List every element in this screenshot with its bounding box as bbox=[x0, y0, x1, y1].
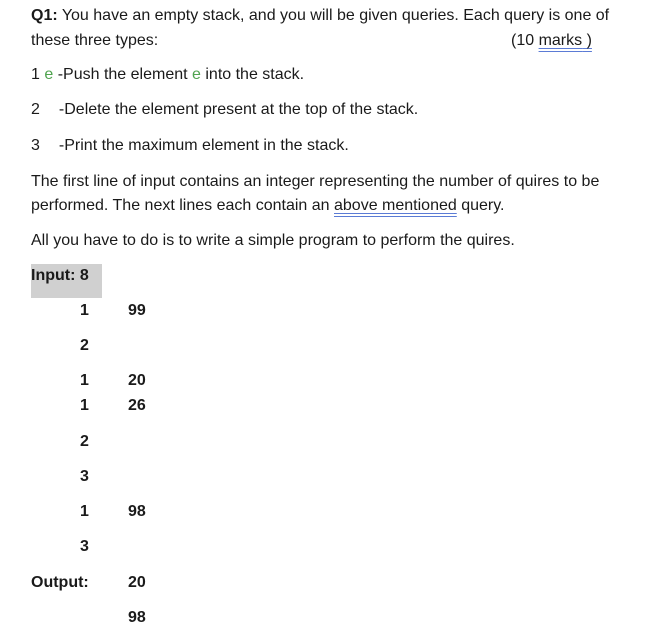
question-line-2: these three types: bbox=[31, 32, 159, 49]
query-value: 99 bbox=[128, 302, 146, 319]
question-line-1 bbox=[31, 6, 609, 26]
paragraph-1-part-b: above mentioned bbox=[334, 197, 457, 214]
type-2-number: 2 bbox=[31, 101, 40, 118]
type-2-text: -Delete the element present at the top of the stack. bbox=[58, 101, 419, 118]
type-1-number: 1 bbox=[31, 66, 40, 83]
question-text-1: You have an empty stack, and you will be given queries. Each query is one of bbox=[61, 7, 610, 24]
paragraph-1-line-2 bbox=[31, 196, 505, 216]
type-1-line bbox=[31, 65, 304, 85]
marks-word: marks bbox=[538, 32, 583, 49]
output-label: Output: bbox=[31, 574, 89, 591]
type-1-var: e bbox=[44, 66, 54, 83]
query-value: 20 bbox=[128, 372, 146, 389]
query-type: 3 bbox=[80, 468, 89, 485]
query-value: 26 bbox=[128, 397, 146, 414]
paragraph-1-part-c: query. bbox=[456, 197, 505, 214]
type-3-line bbox=[31, 136, 349, 156]
query-type: 1 bbox=[80, 503, 89, 520]
query-type: 3 bbox=[80, 538, 89, 555]
paragraph-1-line-1: The first line of input contains an integer representing the number of quires to be bbox=[31, 173, 600, 190]
query-type: 1 bbox=[80, 302, 89, 319]
type-3-text: -Print the maximum element in the stack. bbox=[58, 137, 349, 154]
input-label: Input: 8 bbox=[31, 267, 89, 284]
type-1-tail: into the stack. bbox=[200, 66, 305, 83]
type-3-number: 3 bbox=[31, 137, 40, 154]
paragraph-2: All you have to do is to write a simple program to perform the quires. bbox=[31, 232, 515, 249]
type-2-line bbox=[31, 100, 418, 120]
type-1-text: -Push the element bbox=[53, 66, 193, 83]
paragraph-1-part-a: performed. The next lines each contain an bbox=[31, 197, 334, 214]
query-type: 1 bbox=[80, 372, 89, 389]
output-value: 20 bbox=[128, 574, 146, 591]
question-label: Q1: bbox=[31, 7, 58, 24]
type-1-var-2: e bbox=[192, 66, 201, 83]
marks-close: ) bbox=[582, 32, 592, 49]
query-type: 1 bbox=[80, 397, 89, 414]
marks-note bbox=[511, 31, 592, 51]
query-type: 2 bbox=[80, 433, 89, 450]
output-value: 98 bbox=[128, 609, 146, 626]
query-type: 2 bbox=[80, 337, 89, 354]
query-value: 98 bbox=[128, 503, 146, 520]
marks-open: (10 bbox=[511, 32, 539, 49]
